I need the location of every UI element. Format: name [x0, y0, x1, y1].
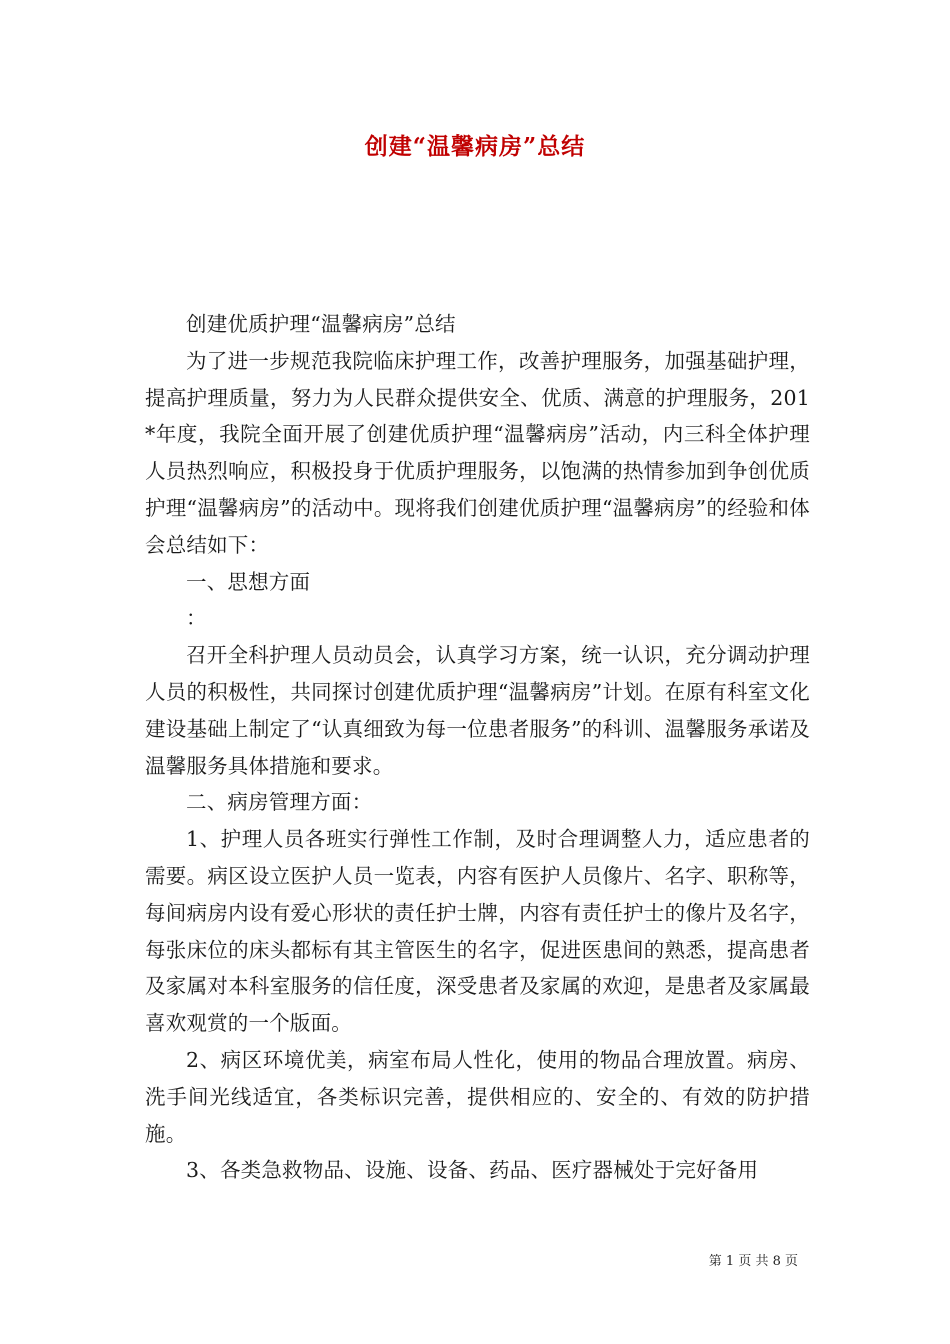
paragraph-meeting: 召开全科护理人员动员会，认真学习方案，统一认识，充分调动护理人员的积极性，共同探讨创建优质护理“温馨病房”计划。在原有科室文化建设基础上制定了“认真细致为每一位患者服务”的科训、温馨服务承诺及温馨服务具体措施和要求。 [145, 643, 810, 778]
paragraph-item-3: 3、各类急救物品、设施、设备、药品、医疗器械处于完好备用 [186, 1158, 759, 1183]
paragraph-colon: ： [186, 606, 207, 631]
paragraph-subtitle: 创建优质护理“温馨病房”总结 [186, 312, 456, 336]
document-body [145, 306, 810, 1189]
section-heading-ward-management: 二、病房管理方面： [186, 790, 373, 815]
paragraph-intro: 为了进一步规范我院临床护理工作，改善护理服务，加强基础护理，提高护理质量，努力为人民群众提供安全、优质、满意的护理服务，201*年度，我院全面开展了创建优质护理“温馨病房”活动，内三科全体护理人员热烈响应，积极投身于优质护理服务，以饱满的热情参加到争创优质护理“温馨病房”的活动中。现将我们创建优质护理“温馨病房”的经验和体会总结如下： [145, 348, 810, 557]
paragraph-item-2: 2、病区环境优美，病室布局人性化，使用的物品合理放置。病房、洗手间光线适宜，各类标识完善，提供相应的、安全的、有效的防护措施。 [145, 1047, 810, 1146]
document-title: 创建“温馨病房”总结 [364, 133, 586, 160]
paragraph-item-1: 1、护理人员各班实行弹性工作制，及时合理调整人力，适应患者的需要。病区设立医护人员一览表，内容有医护人员像片、名字、职称等，每间病房内设有爱心形状的责任护士牌，内容有责任护士的像片及名字，每张床位的床头都标有其主管医生的名字，促进医患间的熟悉，提高患者及家属对本科室服务的信任度，深受患者及家属的欢迎，是患者及家属最喜欢观赏的一个版面。 [145, 827, 810, 1036]
page-number: 第 1 页 共 8 页 [708, 1254, 798, 1269]
section-heading-thought: 一、思想方面 [186, 569, 311, 594]
